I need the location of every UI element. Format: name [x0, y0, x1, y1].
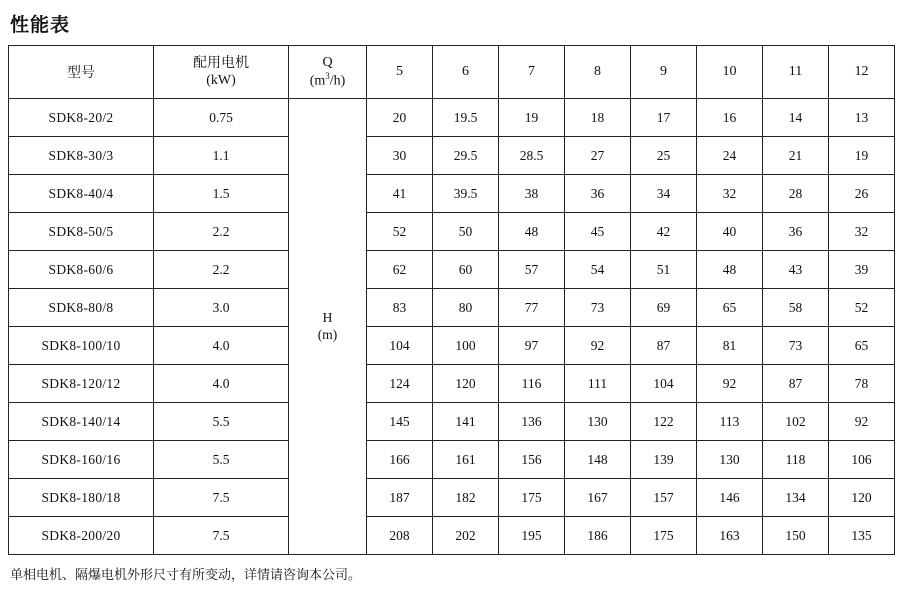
- cell-head-10: 40: [697, 213, 763, 251]
- cell-head-10: 24: [697, 137, 763, 175]
- cell-head-6: 141: [433, 403, 499, 441]
- cell-head-10: 81: [697, 327, 763, 365]
- cell-motor: 5.5: [154, 403, 289, 441]
- cell-head-7: 175: [499, 479, 565, 517]
- cell-head-10: 32: [697, 175, 763, 213]
- cell-head-11: 43: [763, 251, 829, 289]
- cell-head-11: 134: [763, 479, 829, 517]
- cell-head-9: 69: [631, 289, 697, 327]
- cell-head-7: 57: [499, 251, 565, 289]
- cell-head-5: 145: [367, 403, 433, 441]
- cell-head-9: 104: [631, 365, 697, 403]
- cell-head-7: 77: [499, 289, 565, 327]
- header-flow-unit-suffix: /h): [329, 73, 346, 89]
- cell-head-8: 27: [565, 137, 631, 175]
- cell-head-11: 118: [763, 441, 829, 479]
- table-body: [9, 99, 895, 555]
- cell-head-5: 52: [367, 213, 433, 251]
- cell-head-6: 100: [433, 327, 499, 365]
- cell-head-9: 34: [631, 175, 697, 213]
- cell-head-8: 18: [565, 99, 631, 137]
- cell-model: SDK8-200/20: [9, 517, 154, 555]
- cell-head-10: 146: [697, 479, 763, 517]
- cell-head-9: 122: [631, 403, 697, 441]
- header-flow-12: 12: [829, 46, 895, 99]
- cell-head-10: 48: [697, 251, 763, 289]
- cell-head-5: 208: [367, 517, 433, 555]
- cell-head-9: 25: [631, 137, 697, 175]
- cell-model: SDK8-40/4: [9, 175, 154, 213]
- cell-head-7: 116: [499, 365, 565, 403]
- header-flow-unit-prefix: (m: [309, 73, 326, 89]
- cell-head-12: 78: [829, 365, 895, 403]
- cell-head-8: 130: [565, 403, 631, 441]
- table-row: [9, 479, 895, 517]
- cell-head-11: 73: [763, 327, 829, 365]
- cell-model: SDK8-50/5: [9, 213, 154, 251]
- cell-model: SDK8-180/18: [9, 479, 154, 517]
- cell-head-11: 21: [763, 137, 829, 175]
- cell-head-9: 42: [631, 213, 697, 251]
- cell-model: SDK8-160/16: [9, 441, 154, 479]
- cell-motor: 2.2: [154, 213, 289, 251]
- table-row: [9, 365, 895, 403]
- header-flow-6: 6: [433, 46, 499, 99]
- cell-head-11: 58: [763, 289, 829, 327]
- cell-head-7: 156: [499, 441, 565, 479]
- cell-head-6: 161: [433, 441, 499, 479]
- cell-head-10: 113: [697, 403, 763, 441]
- table-row: [9, 441, 895, 479]
- cell-head-8: 186: [565, 517, 631, 555]
- cell-head-7: 195: [499, 517, 565, 555]
- cell-head-6: 19.5: [433, 99, 499, 137]
- cell-head-12: 52: [829, 289, 895, 327]
- cell-head-12: 39: [829, 251, 895, 289]
- cell-model: SDK8-80/8: [9, 289, 154, 327]
- cell-head-11: 14: [763, 99, 829, 137]
- cell-head-6: 182: [433, 479, 499, 517]
- table-row: [9, 289, 895, 327]
- cell-head-6: 120: [433, 365, 499, 403]
- cell-head-9: 87: [631, 327, 697, 365]
- footnote: 单相电机、隔爆电机外形尺寸有所变动，详情请咨询本公司。: [10, 567, 362, 582]
- cell-head-5: 62: [367, 251, 433, 289]
- header-flow-9: 9: [631, 46, 697, 99]
- head-unit: (m): [317, 326, 338, 342]
- cell-head-5: 104: [367, 327, 433, 365]
- cell-head-10: 92: [697, 365, 763, 403]
- table-row: [9, 137, 895, 175]
- cell-model: SDK8-100/10: [9, 327, 154, 365]
- header-model: 型号: [9, 46, 154, 99]
- cell-head-10: 130: [697, 441, 763, 479]
- cell-motor: 7.5: [154, 479, 289, 517]
- cell-head-11: 150: [763, 517, 829, 555]
- cell-head-9: 139: [631, 441, 697, 479]
- cell-motor: 7.5: [154, 517, 289, 555]
- cell-head-10: 163: [697, 517, 763, 555]
- cell-head-11: 36: [763, 213, 829, 251]
- cell-motor: 1.5: [154, 175, 289, 213]
- cell-head-10: 16: [697, 99, 763, 137]
- cell-head-7: 19: [499, 99, 565, 137]
- cell-head-11: 28: [763, 175, 829, 213]
- cell-head-8: 148: [565, 441, 631, 479]
- cell-head-5: 30: [367, 137, 433, 175]
- header-flow-symbol: Q: [322, 54, 333, 70]
- cell-head-8: 45: [565, 213, 631, 251]
- table-row: [9, 99, 895, 137]
- table-header: [9, 46, 895, 99]
- header-motor: [154, 46, 289, 99]
- header-flow-8: 8: [565, 46, 631, 99]
- header-flow: [289, 46, 367, 99]
- cell-motor: 4.0: [154, 365, 289, 403]
- head-symbol: H: [322, 309, 333, 325]
- cell-motor: 2.2: [154, 251, 289, 289]
- cell-head-9: 175: [631, 517, 697, 555]
- cell-head-12: 120: [829, 479, 895, 517]
- table-row: [9, 175, 895, 213]
- header-motor-line2: (kW): [206, 73, 236, 88]
- cell-head-11: 87: [763, 365, 829, 403]
- cell-head-6: 60: [433, 251, 499, 289]
- table-header-row: [9, 46, 895, 99]
- table-row: [9, 403, 895, 441]
- header-flow-unit: [289, 71, 366, 90]
- table-row: [9, 517, 895, 555]
- cell-head-7: 136: [499, 403, 565, 441]
- cell-head-5: 41: [367, 175, 433, 213]
- cell-head-5: 166: [367, 441, 433, 479]
- cell-model: SDK8-30/3: [9, 137, 154, 175]
- page-title: 性能表: [10, 15, 71, 36]
- cell-head-8: 167: [565, 479, 631, 517]
- cell-head-5: 20: [367, 99, 433, 137]
- cell-head-12: 92: [829, 403, 895, 441]
- cell-head-8: 36: [565, 175, 631, 213]
- table-row: [9, 251, 895, 289]
- cell-head-12: 65: [829, 327, 895, 365]
- cell-head-6: 39.5: [433, 175, 499, 213]
- cell-head-6: 29.5: [433, 137, 499, 175]
- cell-head-9: 157: [631, 479, 697, 517]
- cell-model: SDK8-60/6: [9, 251, 154, 289]
- cell-head-7: 28.5: [499, 137, 565, 175]
- cell-motor: 1.1: [154, 137, 289, 175]
- table-row: [9, 327, 895, 365]
- cell-head-11: 102: [763, 403, 829, 441]
- cell-head-7: 38: [499, 175, 565, 213]
- header-flow-unit-exponent: 3: [325, 71, 330, 82]
- cell-head-5: 187: [367, 479, 433, 517]
- cell-head-12: 26: [829, 175, 895, 213]
- cell-motor: 4.0: [154, 327, 289, 365]
- table-row: [9, 213, 895, 251]
- cell-head-8: 73: [565, 289, 631, 327]
- cell-head-label: [289, 99, 367, 555]
- cell-head-8: 54: [565, 251, 631, 289]
- cell-motor: 0.75: [154, 99, 289, 137]
- cell-head-8: 111: [565, 365, 631, 403]
- cell-model: SDK8-140/14: [9, 403, 154, 441]
- header-motor-line1: 配用电机: [193, 55, 249, 71]
- cell-motor: 5.5: [154, 441, 289, 479]
- cell-head-7: 97: [499, 327, 565, 365]
- cell-head-12: 135: [829, 517, 895, 555]
- header-flow-10: 10: [697, 46, 763, 99]
- cell-head-9: 51: [631, 251, 697, 289]
- cell-head-12: 106: [829, 441, 895, 479]
- cell-head-12: 19: [829, 137, 895, 175]
- header-flow-11: 11: [763, 46, 829, 99]
- cell-head-5: 83: [367, 289, 433, 327]
- header-flow-5: 5: [367, 46, 433, 99]
- cell-head-8: 92: [565, 327, 631, 365]
- cell-head-6: 50: [433, 213, 499, 251]
- cell-motor: 3.0: [154, 289, 289, 327]
- cell-head-7: 48: [499, 213, 565, 251]
- cell-model: SDK8-20/2: [9, 99, 154, 137]
- cell-head-9: 17: [631, 99, 697, 137]
- cell-model: SDK8-120/12: [9, 365, 154, 403]
- performance-table: [8, 45, 895, 555]
- cell-head-6: 202: [433, 517, 499, 555]
- cell-head-10: 65: [697, 289, 763, 327]
- cell-head-5: 124: [367, 365, 433, 403]
- cell-head-6: 80: [433, 289, 499, 327]
- cell-head-12: 32: [829, 213, 895, 251]
- cell-head-12: 13: [829, 99, 895, 137]
- header-flow-7: 7: [499, 46, 565, 99]
